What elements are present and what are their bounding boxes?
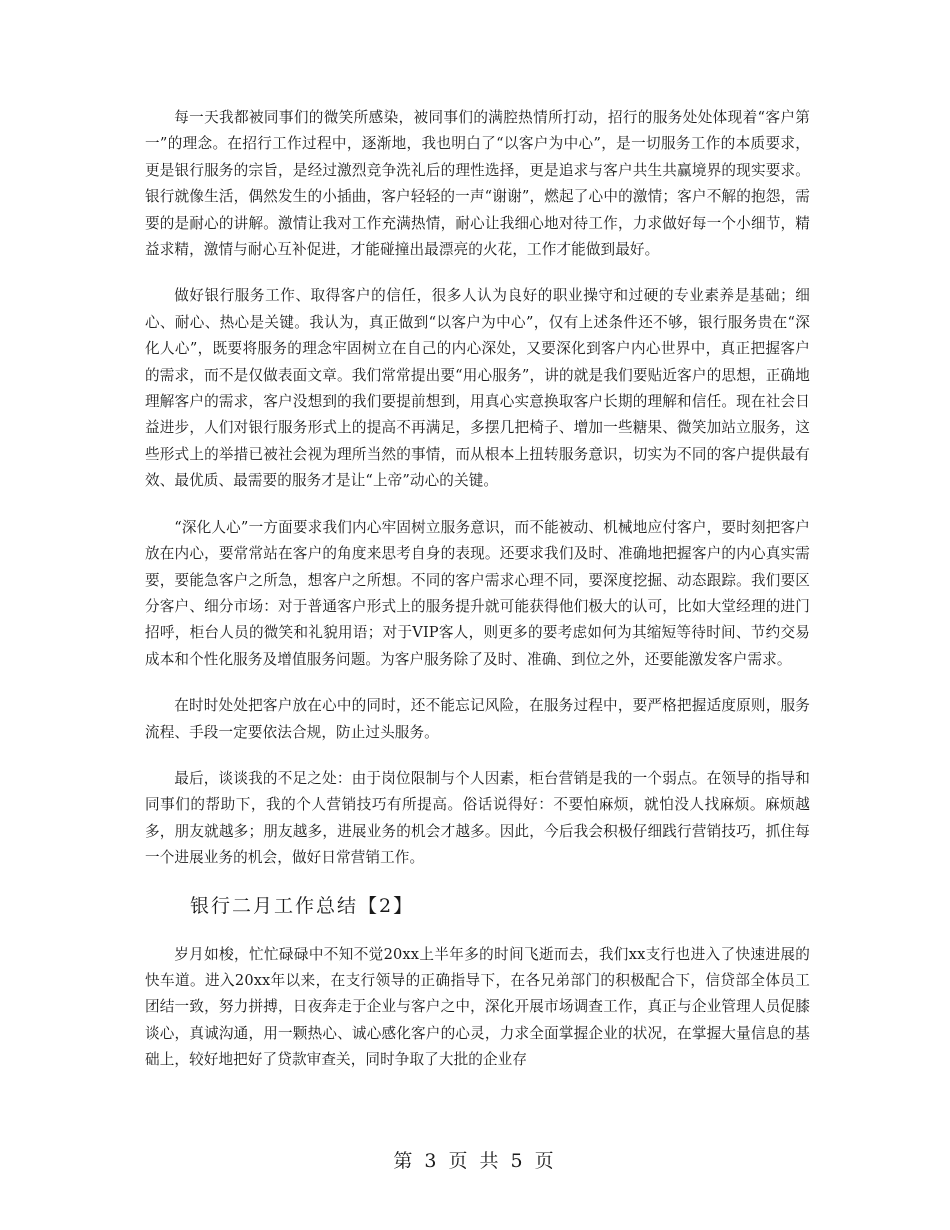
paragraph-6: 岁月如梭，忙忙碌碌中不知不觉20xx上半年多的时间飞逝而去，我们xx支行也进入了快速进展的快车道。进入20xx年以来，在支行领导的正确指导下，在各兄弟部门的积极配合下，信贷部全体员工团结一致，努力拼搏，日夜奔走于企业与客户之中，深化开展市场调查工作，真正与企业管理人员促膝谈心，真诚沟通，用一颗热心、诚心感化客户的心灵，力求全面掌握企业的状况，在掌握大量信息的基础上，较好地把好了贷款审查关，同时争取了大批的企业存 bbox=[145, 945, 810, 1069]
page-number-footer: 第 3 页 共 5 页 bbox=[393, 1150, 557, 1172]
section-heading: 银行二月工作总结【2】 bbox=[190, 894, 415, 917]
paragraph-3: “深化人心”一方面要求我们内心牢固树立服务意识，而不能被动、机械地应付客户，要时刻把客户放在内心，要常常站在客户的角度来思考自身的表现。还要求我们及时、准确地把握客户的内心真实需要，要能急客户之所急，想客户之所想。不同的客户需求心理不同，要深度挖掘、动态跟踪。我们要区分客户、细分市场：对于普通客户形式上的服务提升就可能获得他们极大的认可，比如大堂经理的进门招呼，柜台人员的微笑和礼貌用语；对于VIP客人，则更多的要考虑如何为其缩短等待时间、节约交易成本和个性化服务及增值服务问题。为客户服务除了及时、准确、到位之外，还要能激发客户需求。 bbox=[145, 518, 810, 668]
paragraph-1: 每一天我都被同事们的微笑所感染，被同事们的满腔热情所打动，招行的服务处处体现着“客户第一”的理念。在招行工作过程中，逐渐地，我也明白了“以客户为中心”，是一切服务工作的本质要求，更是银行服务的宗旨，是经过激烈竞争洗礼后的理性选择，更是追求与客户共生共赢境界的现实要求。银行就像生活，偶然发生的小插曲，客户轻轻的一声“谢谢”，燃起了心中的激情；客户不解的抱怨，需要的是耐心的讲解。激情让我对工作充满热情，耐心让我细心地对待工作，力求做好每一个小细节，精益求精，激情与耐心互补促进，才能碰撞出最漂亮的火花，工作才能做到最好。 bbox=[145, 109, 810, 259]
paragraph-2: 做好银行服务工作、取得客户的信任，很多人认为良好的职业操守和过硬的专业素养是基础；细心、耐心、热心是关键。我认为，真正做到“以客户为中心”，仅有上述条件还不够，银行服务贵在“深化人心”，既要将服务的理念牢固树立在自己的内心深处，又要深化到客户内心世界中，真正把握客户的需求，而不是仅做表面文章。我们常常提出要“用心服务”，讲的就是我们要贴近客户的思想，正确地理解客户的需求，客户没想到的我们要提前想到，用真心实意换取客户长期的理解和信任。现在社会日益进步，人们对银行服务形式上的提高不再满足，多摆几把椅子、增加一些糖果、微笑加站立服务，这些形式上的举措已被社会视为理所当然的事情，而从根本上扭转服务意识，切实为不同的客户提供最有效、最优质、最需要的服务才是让“上帝”动心的关键。 bbox=[145, 287, 810, 490]
paragraph-4: 在时时处处把客户放在心中的同时，还不能忘记风险，在服务过程中，要严格把握适度原则，服务流程、手段一定要依法合规，防止过头服务。 bbox=[145, 697, 810, 741]
document-body bbox=[145, 105, 810, 1094]
paragraph-5: 最后，谈谈我的不足之处：由于岗位限制与个人因素，柜台营销是我的一个弱点。在领导的指导和同事们的帮助下，我的个人营销技巧有所提高。俗话说得好：不要怕麻烦，就怕没人找麻烦。麻烦越多，朋友就越多；朋友越多，进展业务的机会才越多。因此，今后我会积极仔细践行营销技巧，抓住每一个进展业务的机会，做好日常营销工作。 bbox=[145, 769, 810, 867]
